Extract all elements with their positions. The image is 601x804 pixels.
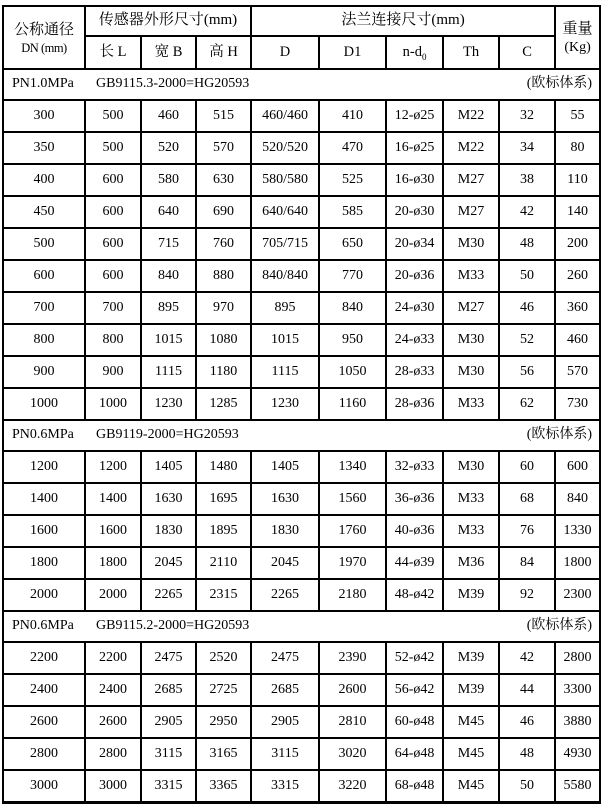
table-cell: M27 — [443, 292, 499, 324]
section-pn-rating: PN1.0MPa — [12, 76, 74, 92]
table-cell: 2600 — [85, 706, 141, 738]
table-cell: 1800 — [555, 547, 600, 579]
table-row — [3, 100, 600, 132]
table-cell: M36 — [443, 547, 499, 579]
table-cell: 600 — [555, 451, 600, 483]
table-cell: 5580 — [555, 770, 600, 803]
table-cell: 2600 — [319, 674, 386, 706]
header-nominal-diameter — [3, 6, 85, 69]
table-cell: 1405 — [141, 451, 196, 483]
table-cell: 60-ø48 — [386, 706, 443, 738]
table-cell: 900 — [85, 356, 141, 388]
table-cell: 2475 — [251, 642, 319, 674]
header-c: C — [499, 36, 555, 69]
table-cell: 600 — [85, 228, 141, 260]
table-cell: 52 — [499, 324, 555, 356]
flange-dimension-table — [2, 5, 601, 804]
section-header-cell — [3, 420, 600, 451]
table-cell: 62 — [499, 388, 555, 420]
section-header-row — [3, 420, 600, 451]
table-cell: 1600 — [85, 515, 141, 547]
table-row — [3, 260, 600, 292]
table-cell: 1830 — [141, 515, 196, 547]
table-cell: M22 — [443, 100, 499, 132]
table-cell: 12-ø25 — [386, 100, 443, 132]
table-cell: 2685 — [251, 674, 319, 706]
table-cell: 400 — [3, 164, 85, 196]
table-cell: 880 — [196, 260, 251, 292]
table-cell: 2600 — [3, 706, 85, 738]
table-cell: 515 — [196, 100, 251, 132]
table-cell: 20-ø36 — [386, 260, 443, 292]
table-cell: 2725 — [196, 674, 251, 706]
table-cell: 44 — [499, 674, 555, 706]
table-cell: 460/460 — [251, 100, 319, 132]
table-cell: 50 — [499, 260, 555, 292]
table-cell: 1695 — [196, 483, 251, 515]
table-cell: 55 — [555, 100, 600, 132]
table-cell: 36-ø36 — [386, 483, 443, 515]
table-cell: 1230 — [141, 388, 196, 420]
table-cell: M30 — [443, 324, 499, 356]
table-cell: 24-ø33 — [386, 324, 443, 356]
section-header-cell — [3, 611, 600, 642]
table-cell: 2265 — [251, 579, 319, 611]
table-cell: 715 — [141, 228, 196, 260]
section-pn-rating: PN0.6MPa — [12, 427, 74, 443]
table-cell: 2110 — [196, 547, 251, 579]
table-cell: 1160 — [319, 388, 386, 420]
table-cell: M45 — [443, 706, 499, 738]
table-cell: 200 — [555, 228, 600, 260]
table-cell: 2800 — [3, 738, 85, 770]
table-cell: 2800 — [555, 642, 600, 674]
table-cell: 900 — [3, 356, 85, 388]
table-cell: 3115 — [141, 738, 196, 770]
table-cell: 1200 — [3, 451, 85, 483]
table-cell: 20-ø34 — [386, 228, 443, 260]
table-cell: 2000 — [85, 579, 141, 611]
table-cell: 16-ø25 — [386, 132, 443, 164]
header-height-h: 高 H — [196, 36, 251, 69]
table-cell: 48 — [499, 738, 555, 770]
table-cell: 2905 — [141, 706, 196, 738]
table-cell: 80 — [555, 132, 600, 164]
table-cell: 1200 — [85, 451, 141, 483]
header-n-d0-main: n-d — [402, 44, 422, 61]
table-cell: M39 — [443, 579, 499, 611]
table-cell: 570 — [196, 132, 251, 164]
table-cell: 760 — [196, 228, 251, 260]
table-cell: 585 — [319, 196, 386, 228]
table-cell: 16-ø30 — [386, 164, 443, 196]
table-cell: 1830 — [251, 515, 319, 547]
header-n-d0 — [386, 36, 443, 69]
table-cell: 2000 — [3, 579, 85, 611]
table-cell: 300 — [3, 100, 85, 132]
table-cell: 44-ø39 — [386, 547, 443, 579]
table-cell: 730 — [555, 388, 600, 420]
table-cell: 2045 — [141, 547, 196, 579]
table-cell: 2045 — [251, 547, 319, 579]
table-cell: 770 — [319, 260, 386, 292]
section-header-cell — [3, 69, 600, 100]
header-flange-connection-group: 法兰连接尺寸(mm) — [251, 6, 555, 36]
table-cell: 1560 — [319, 483, 386, 515]
header-nominal-diameter-cn: 公称通径 — [13, 21, 74, 38]
table-cell: 3880 — [555, 706, 600, 738]
table-cell: 1600 — [3, 515, 85, 547]
table-row — [3, 388, 600, 420]
table-cell: M39 — [443, 642, 499, 674]
table-cell: M22 — [443, 132, 499, 164]
table-cell: 1970 — [319, 547, 386, 579]
table-cell: 800 — [3, 324, 85, 356]
table-row — [3, 579, 600, 611]
table-cell: 42 — [499, 196, 555, 228]
table-row — [3, 547, 600, 579]
table-cell: 68-ø48 — [386, 770, 443, 803]
table-cell: 2200 — [85, 642, 141, 674]
table-cell: M33 — [443, 260, 499, 292]
table-cell: 500 — [85, 132, 141, 164]
table-cell: 1800 — [3, 547, 85, 579]
table-cell: 1800 — [85, 547, 141, 579]
table-cell: 64-ø48 — [386, 738, 443, 770]
header-nominal-diameter-dn: DN (mm) — [21, 40, 67, 55]
table-cell: 2800 — [85, 738, 141, 770]
table-cell: 260 — [555, 260, 600, 292]
table-cell: 24-ø30 — [386, 292, 443, 324]
table-cell: 2475 — [141, 642, 196, 674]
table-cell: 1015 — [141, 324, 196, 356]
table-cell: 1400 — [3, 483, 85, 515]
table-cell: 640 — [141, 196, 196, 228]
table-cell: 470 — [319, 132, 386, 164]
table-cell: 4930 — [555, 738, 600, 770]
table-cell: 460 — [555, 324, 600, 356]
table-cell: 2265 — [141, 579, 196, 611]
table-cell: 40-ø36 — [386, 515, 443, 547]
table-cell: 32 — [499, 100, 555, 132]
table-cell: M45 — [443, 770, 499, 803]
section-header-content — [4, 76, 599, 92]
table-cell: M33 — [443, 483, 499, 515]
table-cell: 50 — [499, 770, 555, 803]
table-cell: 3300 — [555, 674, 600, 706]
table-cell: 500 — [85, 100, 141, 132]
table-cell: 360 — [555, 292, 600, 324]
table-cell: 60 — [499, 451, 555, 483]
table-cell: 1230 — [251, 388, 319, 420]
header-weight — [555, 6, 600, 69]
table-cell: 1115 — [141, 356, 196, 388]
header-d1: D1 — [319, 36, 386, 69]
table-cell: 1405 — [251, 451, 319, 483]
table-row — [3, 356, 600, 388]
table-cell: 350 — [3, 132, 85, 164]
table-cell: 840/840 — [251, 260, 319, 292]
table-cell: M33 — [443, 388, 499, 420]
table-cell: 520/520 — [251, 132, 319, 164]
table-cell: M30 — [443, 356, 499, 388]
section-system-label: (欧标体系) — [526, 427, 593, 443]
table-cell: M33 — [443, 515, 499, 547]
section-header-content — [4, 427, 599, 443]
table-cell: 1000 — [3, 388, 85, 420]
table-cell: 2400 — [85, 674, 141, 706]
header-sensor-dimensions-group: 传感器外形尺寸(mm) — [85, 6, 251, 36]
table-cell: 1480 — [196, 451, 251, 483]
table-cell: 110 — [555, 164, 600, 196]
table-cell: 3000 — [85, 770, 141, 803]
table-header — [3, 6, 600, 69]
table-cell: 3315 — [141, 770, 196, 803]
table-cell: M30 — [443, 451, 499, 483]
table-cell: 84 — [499, 547, 555, 579]
table-cell: 3020 — [319, 738, 386, 770]
table-cell: 46 — [499, 706, 555, 738]
table-cell: 1630 — [141, 483, 196, 515]
section-standard-code: GB9115.3-2000=HG20593 — [96, 76, 250, 92]
table-row — [3, 483, 600, 515]
table-row — [3, 642, 600, 674]
table-cell: 1630 — [251, 483, 319, 515]
table-cell: 570 — [555, 356, 600, 388]
table-cell: 34 — [499, 132, 555, 164]
table-cell: 92 — [499, 579, 555, 611]
table-row — [3, 324, 600, 356]
table-cell: 970 — [196, 292, 251, 324]
table-cell: M45 — [443, 738, 499, 770]
table-cell: 580 — [141, 164, 196, 196]
table-cell: 460 — [141, 100, 196, 132]
table-cell: 1760 — [319, 515, 386, 547]
table-cell: 3315 — [251, 770, 319, 803]
table-row — [3, 292, 600, 324]
table-row — [3, 196, 600, 228]
table-row — [3, 706, 600, 738]
table-cell: 450 — [3, 196, 85, 228]
table-cell: 3000 — [3, 770, 85, 803]
header-d: D — [251, 36, 319, 69]
table-cell: 705/715 — [251, 228, 319, 260]
header-n-d0-sub: 0 — [421, 52, 427, 63]
table-row — [3, 132, 600, 164]
table-cell: 46 — [499, 292, 555, 324]
table-cell: 840 — [555, 483, 600, 515]
table-row — [3, 738, 600, 770]
table-cell: 500 — [3, 228, 85, 260]
table-cell: 28-ø33 — [386, 356, 443, 388]
section-standard-code: GB9119-2000=HG20593 — [96, 427, 239, 443]
table-cell: 48-ø42 — [386, 579, 443, 611]
table-cell: 68 — [499, 483, 555, 515]
table-cell: 2180 — [319, 579, 386, 611]
header-width-b: 宽 B — [141, 36, 196, 69]
table-cell: 2200 — [3, 642, 85, 674]
table-cell: 630 — [196, 164, 251, 196]
table-cell: M27 — [443, 196, 499, 228]
table-cell: 3115 — [251, 738, 319, 770]
table-cell: 28-ø36 — [386, 388, 443, 420]
table-cell: 140 — [555, 196, 600, 228]
table-cell: 2950 — [196, 706, 251, 738]
header-length-l: 长 L — [85, 36, 141, 69]
table-cell: 20-ø30 — [386, 196, 443, 228]
table-cell: 800 — [85, 324, 141, 356]
table-cell: 410 — [319, 100, 386, 132]
table-cell: 48 — [499, 228, 555, 260]
table-cell: 840 — [141, 260, 196, 292]
table-cell: 1330 — [555, 515, 600, 547]
table-cell: 600 — [85, 196, 141, 228]
table-cell: 580/580 — [251, 164, 319, 196]
table-cell: 2315 — [196, 579, 251, 611]
header-th: Th — [443, 36, 499, 69]
table-cell: 1400 — [85, 483, 141, 515]
section-header-content — [4, 618, 599, 634]
table-cell: 700 — [3, 292, 85, 324]
section-header-row — [3, 611, 600, 642]
table-cell: 1115 — [251, 356, 319, 388]
table-cell: 1000 — [85, 388, 141, 420]
table-cell: 640/640 — [251, 196, 319, 228]
table-cell: 1340 — [319, 451, 386, 483]
table-cell: 1180 — [196, 356, 251, 388]
table-cell: 600 — [85, 164, 141, 196]
section-system-label: (欧标体系) — [526, 76, 593, 92]
table-cell: 600 — [85, 260, 141, 292]
section-header-row — [3, 69, 600, 100]
table-cell: 42 — [499, 642, 555, 674]
section-pn-rating: PN0.6MPa — [12, 618, 74, 634]
table-cell: 525 — [319, 164, 386, 196]
header-weight-cn: 重量 — [562, 21, 593, 38]
table-cell: 2520 — [196, 642, 251, 674]
table-body — [3, 69, 600, 803]
table-cell: 76 — [499, 515, 555, 547]
section-standard-code: GB9115.2-2000=HG20593 — [96, 618, 250, 634]
table-cell: 600 — [3, 260, 85, 292]
table-cell: M27 — [443, 164, 499, 196]
table-cell: 520 — [141, 132, 196, 164]
table-cell: 38 — [499, 164, 555, 196]
section-system-label: (欧标体系) — [526, 618, 593, 634]
table-cell: 700 — [85, 292, 141, 324]
table-cell: 3165 — [196, 738, 251, 770]
header-weight-unit: (Kg) — [564, 39, 591, 55]
table-cell: 56-ø42 — [386, 674, 443, 706]
table-cell: 1015 — [251, 324, 319, 356]
table-cell: 2810 — [319, 706, 386, 738]
table-cell: 895 — [251, 292, 319, 324]
table-cell: 2685 — [141, 674, 196, 706]
table-cell: 3220 — [319, 770, 386, 803]
table-row — [3, 515, 600, 547]
table-cell: 32-ø33 — [386, 451, 443, 483]
table-cell: M30 — [443, 228, 499, 260]
table-cell: 950 — [319, 324, 386, 356]
table-row — [3, 451, 600, 483]
table-cell: 1050 — [319, 356, 386, 388]
table-cell: 2300 — [555, 579, 600, 611]
table-cell: 3365 — [196, 770, 251, 803]
table-cell: 690 — [196, 196, 251, 228]
table-row — [3, 228, 600, 260]
table-cell: 2905 — [251, 706, 319, 738]
table-cell: 56 — [499, 356, 555, 388]
table-cell: 52-ø42 — [386, 642, 443, 674]
table-cell: 1895 — [196, 515, 251, 547]
table-cell: 2400 — [3, 674, 85, 706]
table-cell: 895 — [141, 292, 196, 324]
table-cell: 1285 — [196, 388, 251, 420]
table-row — [3, 674, 600, 706]
table-cell: 840 — [319, 292, 386, 324]
table-cell: 1080 — [196, 324, 251, 356]
table-cell: M39 — [443, 674, 499, 706]
table-cell: 650 — [319, 228, 386, 260]
table-row — [3, 164, 600, 196]
table-row — [3, 770, 600, 803]
table-cell: 2390 — [319, 642, 386, 674]
